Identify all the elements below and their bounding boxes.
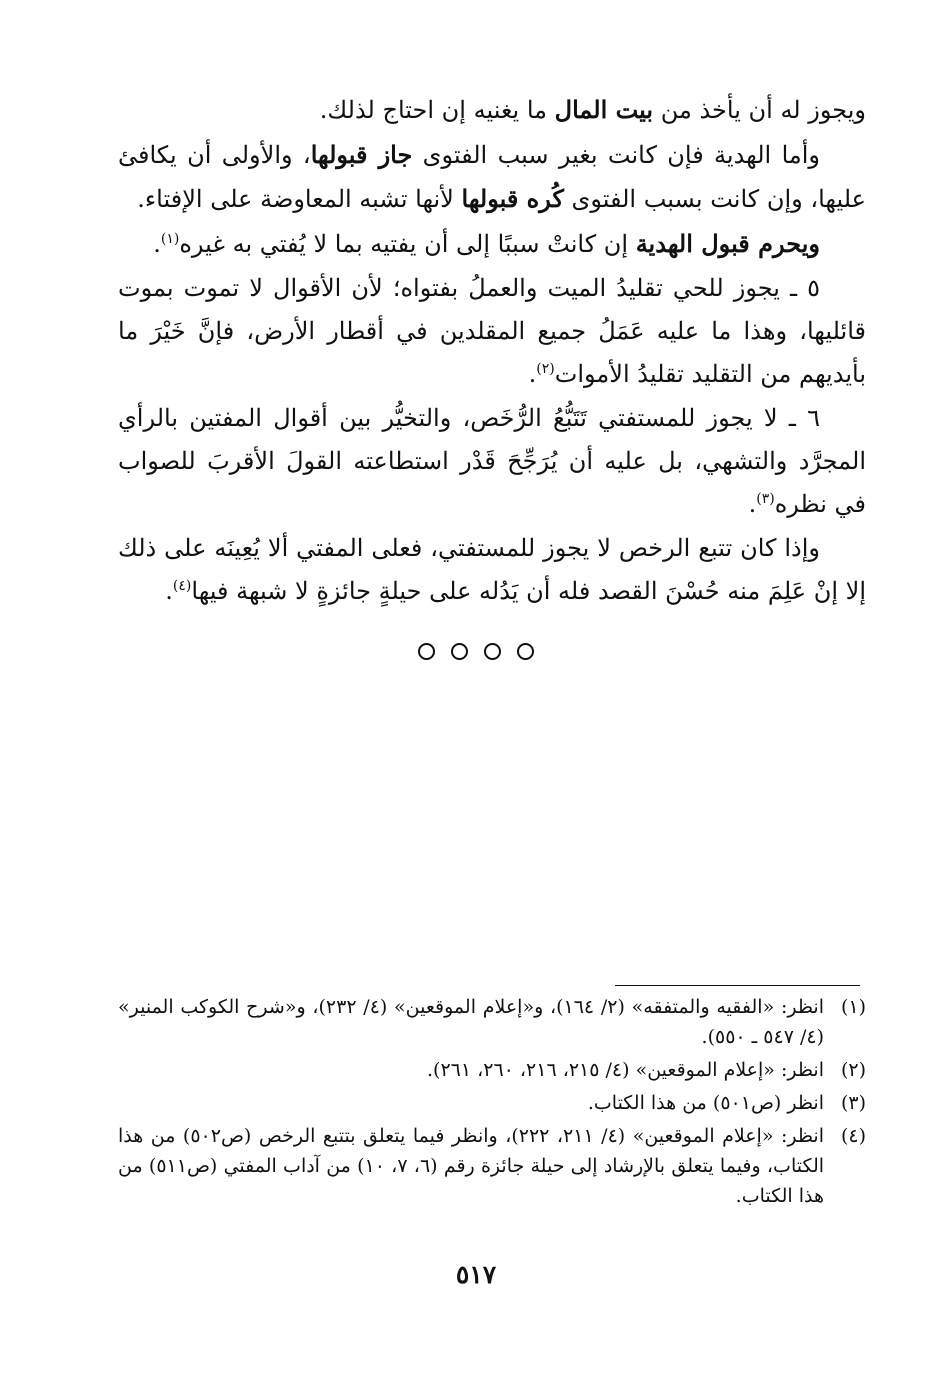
separator-circle-icon <box>418 643 435 660</box>
text-run: ما يغنيه إن احتاج لذلك. <box>319 96 555 124</box>
text-run: ٥ ـ يجوز للحي تقليدُ الميت والعملُ بفتواه؛ لأن الأقوال لا تموت بموت قائليها، وهذا ما عليه عَمَلُ جميع المقلدين في أقطار الأرض، فإنَّ خَيْرَ ما بأيديهم من التقليد تقليدُ الأموات <box>118 274 866 388</box>
footnote-number: (١) <box>840 996 866 1018</box>
footnote-text: انظر (ص٥٠١) من هذا الكتاب. <box>587 1092 824 1114</box>
footnote-text: انظر: «الفقيه والمتفقه» (٢/ ١٦٤)، و«إعلام الموقعين» (٤/ ٢٣٢)، و«شرح الكوكب المنير» (٤/ ٥٤٧ ـ ٥٥٠). <box>118 996 824 1048</box>
footnote-marker: (٣) <box>756 491 775 507</box>
footnote-number: (٢) <box>840 1059 866 1081</box>
footnotes <box>118 992 866 1214</box>
paragraph <box>118 397 866 526</box>
page-number: ٥١٧ <box>455 1260 497 1289</box>
footnote-text: انظر: «إعلام الموقعين» (٤/ ٢١٥، ٢١٦، ٢٦٠، ٢٦١). <box>427 1059 824 1081</box>
footnote-marker: (٢) <box>536 361 555 377</box>
footnote <box>118 1088 866 1118</box>
text-run: . <box>153 230 161 258</box>
footnote <box>118 1055 866 1085</box>
paragraph <box>118 267 866 396</box>
footnote-text: انظر: «إعلام الموقعين» (٤/ ٢١١، ٢٢٢)، وانظر فيما يتعلق بتتبع الرخص (ص٥٠٢) من هذا الكتاب، وفيما يتعلق بالإرشاد إلى حيلة جائزة رقم (٦، ٧، ١٠) من آداب المفتي (ص٥١١) من هذا الكتاب. <box>118 1125 825 1207</box>
footnote-marker: (١) <box>160 231 180 247</box>
footnote <box>118 1121 866 1211</box>
paragraph <box>118 133 866 221</box>
footnote-number: (٤) <box>840 1125 866 1147</box>
separator-circle-icon <box>517 643 534 660</box>
paragraph <box>118 527 866 613</box>
text-run: ، والأولى أن يكافئ عليها، وإن كانت بسبب الفتوى <box>118 141 866 213</box>
text-run: . <box>528 360 537 388</box>
separator-circle-icon <box>451 643 468 660</box>
footnote-marker: (٤) <box>172 578 192 594</box>
text-run: ٦ ـ لا يجوز للمستفتي تَتَبُّعُ الرُّخَص، والتخيُّر بين أقوال المفتين بالرأي المجرَّد والتشهي، بل عليه أن يُرَجِّحَ قَدْر استطاعته القولَ الأقربَ للصواب في نظره <box>118 404 866 518</box>
text-run: وإذا كان تتبع الرخص لا يجوز للمستفتي، فعلى المفتي ألا يُعِينَه على ذلك إلا إنْ عَلِمَ منه حُسْنَ القصد فله أن يَدُله على حيلةٍ جائزةٍ لا شبهة فيها <box>118 534 866 605</box>
text-run: . <box>748 490 757 518</box>
bold-term: جاز قبولها <box>310 140 413 169</box>
footnote-rule <box>615 985 860 986</box>
text-run: . <box>165 577 173 605</box>
bold-term: كُره قبولها <box>461 184 564 213</box>
footnote <box>118 992 866 1052</box>
text-run: ويجوز له أن يأخذ من <box>653 96 866 124</box>
text-run: وأما الهدية فإن كانت بغير سبب الفتوى <box>412 141 821 169</box>
paragraph <box>118 222 866 266</box>
section-separator <box>0 643 952 664</box>
main-text <box>118 88 866 614</box>
text-run: لأنها تشبه المعاوضة على الإفتاء. <box>137 185 462 213</box>
separator-circle-icon <box>484 643 501 660</box>
bold-term: بيت المال <box>554 95 654 124</box>
footnote-number: (٣) <box>840 1092 866 1114</box>
text-run: إن كانتْ سببًا إلى أن يفتيه بما لا يُفتي به غيره <box>179 230 636 258</box>
paragraph <box>118 88 866 132</box>
bold-term: ويحرم قبول الهدية <box>635 229 820 258</box>
